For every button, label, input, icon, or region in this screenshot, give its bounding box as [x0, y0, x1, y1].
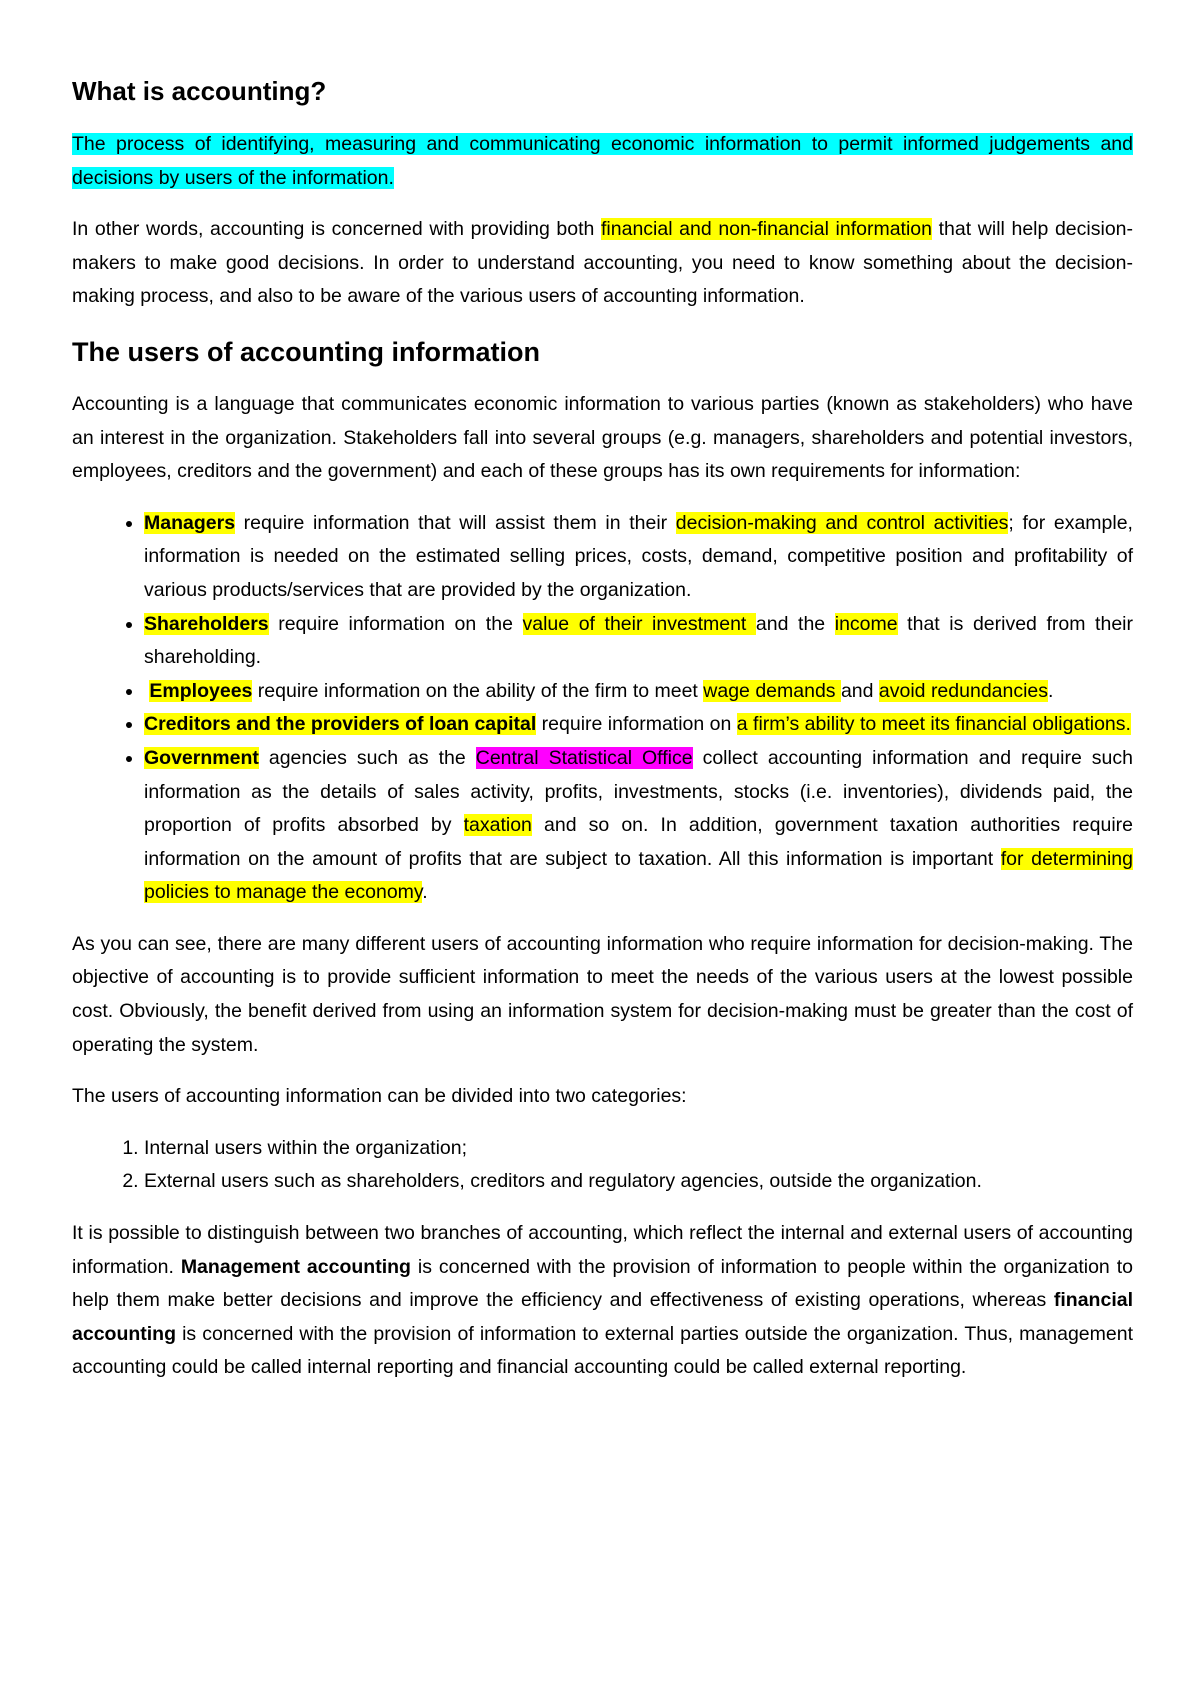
list-item-government	[144, 742, 1133, 910]
paragraph-two-categories: The users of accounting information can be divided into two categories:	[72, 1085, 687, 1108]
text-span: ; for example, information is needed on the estimated selling prices, costs, demand, competitive position and profitability of various products/services that are provided by the organization.	[144, 511, 1133, 601]
term-government: Government	[144, 746, 259, 769]
heading-what-is-accounting: What is accounting?	[72, 76, 327, 106]
list-item-internal-users: 1. Internal users within the organization;	[144, 1132, 1133, 1166]
heading-users-of-accounting: The users of accounting information	[72, 336, 541, 367]
text-span: collect accounting information and require such information as the details of sales activity, profits, investments, stocks (i.e. inventories), dividends paid, the proportion of profits absorbed by	[144, 746, 1133, 837]
highlight-wage-demands: wage demands	[703, 679, 841, 702]
text-span: require information on the	[268, 612, 523, 635]
term-shareholders: Shareholders	[144, 612, 269, 635]
highlight-income: income	[834, 612, 898, 635]
text-span: It is possible to distinguish between two branches of accounting, which reflect the internal and external users of accounting information.	[72, 1222, 1133, 1278]
text-span: is concerned with the provision of information to people within the organization to help them make better decisions and improve the efficiency and effectiveness of existing operations, whereas	[72, 1255, 1133, 1312]
paragraph-branches	[72, 1217, 1133, 1385]
highlight-financial-obligations: a firm’s ability to meet its financial obligations.	[736, 713, 1131, 736]
term-managers: Managers	[144, 511, 236, 534]
text-span: In other words, accounting is concerned with providing both	[72, 218, 601, 241]
list-item-managers	[144, 507, 1133, 608]
term-management-accounting: Management accounting	[180, 1255, 411, 1278]
text-span: and the	[755, 612, 835, 635]
text-span: .	[1048, 679, 1054, 702]
list-item-employees	[144, 675, 1133, 709]
text-span: require information on the ability of the firm to meet	[252, 679, 704, 702]
highlight-decision-making: decision-making and control activities	[675, 511, 1009, 534]
paragraph-many-users: As you can see, there are many different users of accounting information who require information for decision-making. The objective of accounting is to provide sufficient information to meet the needs of the various users at the lowest possible cost. Obviously, the benefit derived from using an information system for decision-making must be greater than the cost of operating the system.	[72, 932, 1133, 1056]
definition-highlight: The process of identifying, measuring and communicating economic information to permit informed judgements and decisions by users of the information.	[72, 133, 1133, 189]
highlight-taxation: taxation	[463, 814, 532, 837]
highlight-value-investment: value of their investment	[522, 612, 756, 635]
text-span: require information that will assist them in their	[235, 511, 676, 534]
paragraph-stakeholders: Accounting is a language that communicates economic information to various parties (known as stakeholders) who have an interest in the organization. Stakeholders fall into several groups (e.g. managers, shareholders and potential investors, employees, creditors and the government) and each of these groups has its own requirements for information:	[72, 392, 1133, 483]
highlight-policies: for determining policies to manage the economy	[144, 847, 1133, 904]
list-item-external-users: 2. External users such as shareholders, creditors and regulatory agencies, outside the organization.	[144, 1165, 1133, 1199]
text-span: and so on. In addition, government taxation authorities require information on the amount of profits that are subject to taxation. All this information is important	[144, 814, 1133, 870]
text-span: that will help decision-makers to make good decisions. In order to understand accounting, you need to know something about the decision-making process, and also to be aware of the various users of accounting information.	[72, 218, 1134, 308]
term-employees: Employees	[149, 679, 253, 702]
definition-paragraph	[72, 128, 1133, 195]
list-item-shareholders	[144, 608, 1133, 675]
term-financial-accounting: financial accounting	[72, 1289, 1133, 1345]
text-span: require information on	[536, 713, 737, 736]
highlight-avoid-redundancies: avoid redundancies	[878, 679, 1049, 702]
term-creditors: Creditors and the providers of loan capital	[144, 713, 537, 736]
highlight-financial-info: financial and non-financial information	[601, 218, 932, 241]
highlight-central-statistical-office: Central Statistical Office	[475, 746, 693, 769]
paragraph-other-words	[72, 213, 1133, 314]
stakeholder-list	[72, 507, 1133, 910]
text-span: and	[840, 679, 879, 702]
text-span: is concerned with the provision of information to external parties outside the organization. Thus, management accounting could be called internal reporting and financial accounting could be called external reporting.	[72, 1322, 1133, 1379]
text-span: .	[422, 881, 428, 904]
categories-list	[72, 1132, 1133, 1199]
list-item-creditors	[144, 708, 1133, 742]
text-span: that is derived from their shareholding.	[144, 612, 1133, 669]
text-span: agencies such as the	[258, 746, 476, 769]
